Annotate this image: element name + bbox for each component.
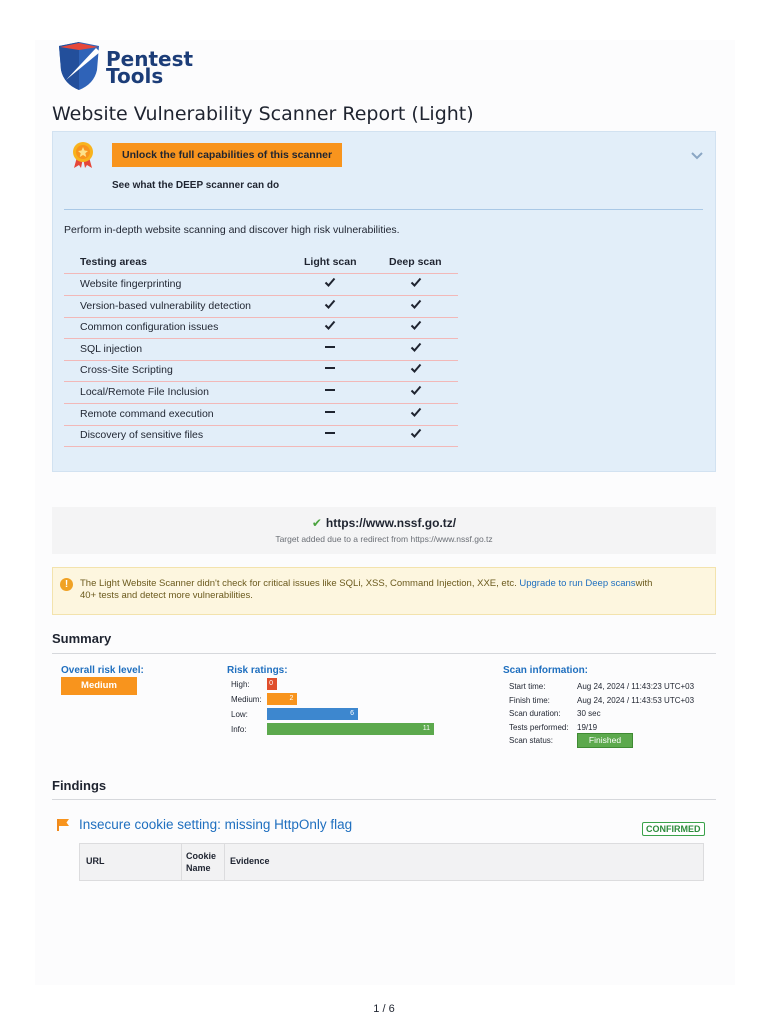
risk-rating-label: Info: <box>231 725 247 734</box>
risk-rating-bar: 6 <box>267 708 358 720</box>
check-icon <box>408 298 424 313</box>
testing-area-name: Local/Remote File Inclusion <box>80 386 209 398</box>
pentest-tools-logo-icon <box>56 40 102 92</box>
warning-text-line2: 40+ tests and detect more vulnerabilities. <box>80 590 253 601</box>
chevron-down-icon[interactable] <box>690 148 704 166</box>
deep-scanner-subtitle: See what the DEEP scanner can do <box>112 180 280 191</box>
risk-rating-label: Medium: <box>231 695 262 704</box>
risk-rating-label: Low: <box>231 710 248 719</box>
findings-heading: Findings <box>52 778 107 793</box>
testing-area-name: Version-based vulnerability detection <box>80 299 252 312</box>
testing-table-header <box>64 252 458 274</box>
findings-evidence-table <box>79 843 704 881</box>
flag-icon <box>56 818 70 837</box>
warning-icon: ! <box>60 578 73 591</box>
col-header-url: URL <box>86 856 105 866</box>
scan-info-key: Start time: <box>509 682 546 691</box>
testing-table-row <box>64 425 458 447</box>
warning-text: The Light Website Scanner didn't check for critical issues like SQLi, XSS, Command Injection, XXE, etc. <box>80 578 517 589</box>
testing-area-name: Common configuration issues <box>80 321 219 334</box>
summary-heading: Summary <box>52 631 112 646</box>
logo-line-2: Tools <box>106 64 164 88</box>
risk-rating-bar: 0 <box>267 678 277 690</box>
testing-table-row <box>64 296 458 318</box>
check-icon <box>322 276 338 291</box>
risk-ratings-label: Risk ratings: <box>227 665 288 676</box>
dash-icon <box>322 384 338 399</box>
scan-info-label: Scan information: <box>503 665 589 676</box>
page-number: 1 / 6 <box>373 1003 395 1015</box>
logo-line-1: Pentest <box>106 47 194 71</box>
dash-icon <box>322 341 338 356</box>
dash-icon <box>322 427 338 442</box>
col-header-deep-scan: Deep scan <box>389 256 442 268</box>
target-panel <box>52 507 716 554</box>
target-url: https://www.nssf.go.tz/ <box>325 516 457 530</box>
testing-table-row <box>64 404 458 426</box>
testing-table-row <box>64 360 458 382</box>
check-icon <box>408 319 424 334</box>
col-header-testing-areas: Testing areas <box>80 256 147 268</box>
scan-info-value: Aug 24, 2024 / 11:43:23 UTC+03 <box>577 682 695 691</box>
col-header-evidence: Evidence <box>230 856 270 866</box>
testing-area-name: Website fingerprinting <box>80 278 182 290</box>
overall-risk-label: Overall risk level: <box>61 665 144 676</box>
risk-rating-label: High: <box>231 680 250 689</box>
risk-rating-bar: 2 <box>267 693 297 705</box>
testing-area-name: SQL injection <box>80 342 143 355</box>
target-url-line <box>0 516 768 530</box>
upgrade-link[interactable]: Upgrade to run Deep scans <box>519 578 636 589</box>
scan-info-key: Finish time: <box>509 695 550 705</box>
scan-info-value: 30 sec <box>577 709 601 718</box>
findings-divider <box>52 799 716 800</box>
dash-icon <box>322 362 338 377</box>
confirmed-badge: CONFIRMED <box>642 822 705 836</box>
check-icon <box>408 362 424 377</box>
scan-info-value: 19/19 <box>577 722 598 732</box>
summary-divider <box>52 653 716 654</box>
col-header-cookie-name: Cookie Name <box>186 851 217 873</box>
dash-icon <box>322 406 338 421</box>
testing-area-name: Remote command execution <box>80 407 214 420</box>
overall-risk-badge: Medium <box>61 677 137 695</box>
report-title: Website Vulnerability Scanner Report (Light) <box>52 103 474 125</box>
target-redirect-note: Target added due to a redirect from https://www.nssf.go.tz <box>275 534 493 544</box>
scan-info-key: Tests performed: <box>509 722 569 732</box>
warning-text-line1 <box>80 577 720 590</box>
check-icon <box>408 406 424 421</box>
testing-area-name: Cross-Site Scripting <box>80 364 173 377</box>
col-header-light-scan: Light scan <box>304 256 357 268</box>
check-icon: ✔ <box>311 516 322 530</box>
testing-table-row <box>64 382 458 404</box>
warning-text-after-link: with <box>635 578 653 589</box>
scan-info-key: Scan duration: <box>509 709 561 718</box>
risk-rating-bar: 11 <box>267 723 434 735</box>
testing-table-row <box>64 274 458 296</box>
scan-status-badge: Finished <box>577 733 633 748</box>
testing-table-row <box>64 317 458 339</box>
col-divider <box>224 844 225 880</box>
check-icon <box>408 384 424 399</box>
testing-table-row <box>64 339 458 361</box>
check-icon <box>408 276 424 291</box>
award-icon <box>70 141 96 174</box>
check-icon <box>322 298 338 313</box>
check-icon <box>408 341 424 356</box>
check-icon <box>408 427 424 442</box>
unlock-capabilities-button[interactable]: Unlock the full capabilities of this scanner <box>112 143 342 167</box>
scan-info-key: Scan status: <box>509 736 554 745</box>
promo-divider <box>64 209 703 210</box>
testing-area-name: Discovery of sensitive files <box>80 429 204 442</box>
promo-description: Perform in-depth website scanning and discover high risk vulnerabilities. <box>64 224 400 236</box>
col-divider <box>181 844 182 880</box>
scan-info-value: Aug 24, 2024 / 11:43:53 UTC+03 <box>577 695 695 705</box>
finding-title-link[interactable]: Insecure cookie setting: missing HttpOnly flag <box>79 817 353 832</box>
check-icon <box>322 319 338 334</box>
